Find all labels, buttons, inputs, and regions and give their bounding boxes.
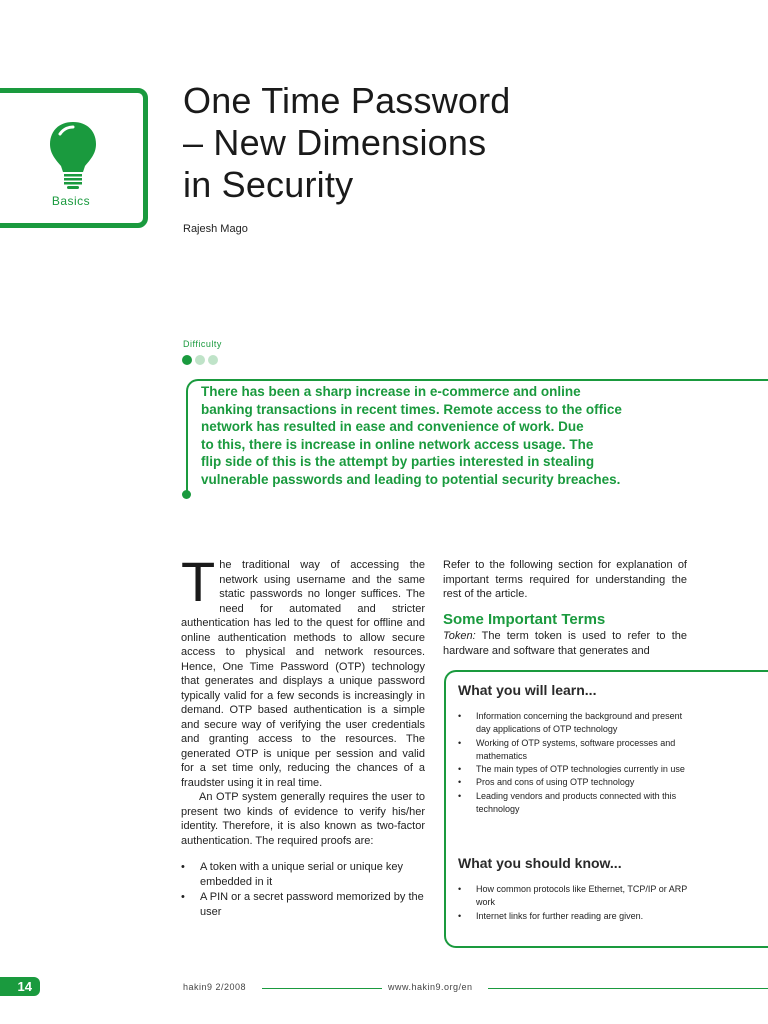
term-text: The term token is used to refer to the hardware and software that generates and	[443, 630, 687, 657]
title-line: in Security	[183, 164, 354, 205]
difficulty-dot	[208, 355, 218, 365]
term-definition	[443, 629, 687, 658]
list-item: • Leading vendors and products connected with this technology	[458, 790, 688, 817]
page-number: 14	[0, 977, 40, 996]
difficulty-dot	[182, 355, 192, 365]
list-item: • A token with a unique serial or unique key embedded in it	[181, 860, 425, 889]
lead-line: banking transactions in recent times. Remote access to the office	[201, 401, 622, 417]
lead-line: There has been a sharp increase in e-commerce and online	[201, 384, 581, 399]
footer-rule	[488, 988, 768, 989]
know-list	[458, 883, 688, 923]
article-title	[183, 80, 663, 206]
footer-url: www.hakin9.org/en	[388, 982, 473, 992]
lead-line: network has resulted in ease and convenience of work. Due	[201, 419, 584, 434]
list-item: • Internet links for further reading are given.	[458, 910, 688, 923]
difficulty-dot	[195, 355, 205, 365]
proofs-list	[181, 860, 425, 919]
drop-cap: T	[181, 550, 216, 613]
difficulty-rating	[182, 355, 218, 365]
lightbulb-icon	[46, 120, 100, 192]
learn-heading: What you will learn...	[458, 682, 597, 698]
body-column-right	[443, 558, 687, 658]
body-paragraph: An OTP system generally requires the user to present two kinds of evidence to verify his/her identity. Therefore, it is also known as two-factor authentication. The required proofs are:	[181, 791, 425, 847]
lead-line: vulnerable passwords and leading to potential security breaches.	[201, 471, 621, 487]
list-item: • How common protocols like Ethernet, TCP/IP or ARP work	[458, 883, 688, 910]
lead-paragraph	[201, 383, 701, 488]
body-paragraph: Refer to the following section for explanation of important terms required for understanding the rest of the article.	[443, 559, 687, 600]
title-line: – New Dimensions	[183, 122, 487, 163]
section-heading: Some Important Terms	[443, 610, 606, 628]
lead-line: to this, there is increase in online network access usage. The	[201, 436, 594, 452]
lead-frame-dot	[182, 490, 191, 499]
lead-line: flip side of this is the attempt by parties interested in stealing	[201, 454, 595, 469]
body-column-left	[181, 550, 425, 920]
section-label: Basics	[51, 194, 91, 208]
term-label: Token:	[443, 630, 476, 642]
footer-issue: hakin9 2/2008	[183, 982, 247, 992]
author-name: Rajesh Mago	[183, 223, 248, 235]
footer-rule	[262, 988, 382, 989]
list-item: • The main types of OTP technologies currently in use	[458, 763, 688, 776]
title-line: One Time Password	[183, 80, 511, 121]
learn-list	[458, 710, 688, 816]
difficulty-label: Difficulty	[183, 339, 222, 349]
body-paragraph: he traditional way of accessing the network using username and the same static passwords no longer suffices. The need for automated and stricter authentication has led to the quest for offline and online authentication methods to allow secure access to physical and network resources. Hence, One Time Password (OTP) technology that generates and displays a unique password typically valid for a few seconds is increasingly in demand. OTP based authentication is a simple and secure way of verifying the user credentials and granting access to the resources. The generated OTP is unique per session and valid for a set time only, reducing the chances of a fraudster using it in real time.	[181, 559, 425, 789]
know-heading: What you should know...	[458, 855, 622, 871]
list-item: • Working of OTP systems, software processes and mathematics	[458, 737, 688, 764]
list-item: • A PIN or a secret password memorized by the user	[181, 890, 425, 919]
list-item: • Pros and cons of using OTP technology	[458, 776, 688, 789]
list-item: • Information concerning the background and present day applications of OTP technology	[458, 710, 688, 737]
